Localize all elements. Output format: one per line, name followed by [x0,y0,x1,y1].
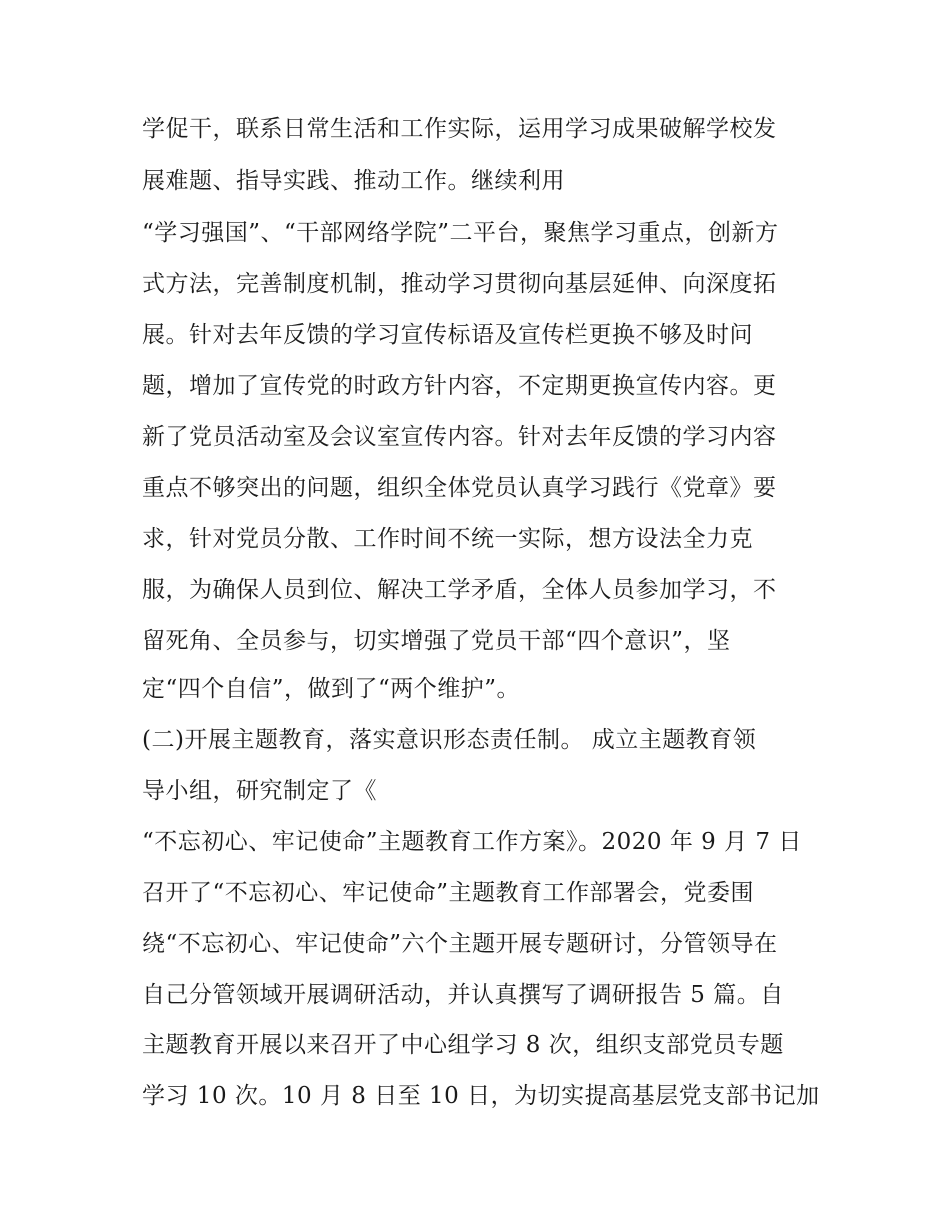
section-heading-line: (二)开展主题教育，落实意识形态责任制。 成立主题教育领 [142,727,757,753]
text-line-12: 定“四个自信”，做到了“两个维护”。 [142,676,521,702]
text-line-3: “学习强国”、“干部网络学院”二平台，聚焦学习重点，创新方 [142,220,779,246]
text-line-14: 导小组，研究制定了《 [142,778,377,804]
text-line-18: 自己分管领域开展调研活动，并认真撰写了调研报告 5 篇。自 [142,982,784,1008]
text-line-20: 学习 10 次。10 月 8 日至 10 日，为切实提高基层党支部书记加 [142,1083,820,1109]
text-line-4: 式方法，完善制度机制，推动学习贯彻向基层延伸、向深度拓 [142,271,777,297]
text-line-2: 展难题、指导实践、推动工作。继续利用 [142,168,565,194]
text-line-17: 绕“不忘初心、牢记使命”六个主题开展专题研讨，分管领导在 [142,931,778,957]
text-line-1: 学促干，联系日常生活和工作实际，运用学习成果破解学校发 [142,116,777,142]
text-line-10: 服，为确保人员到位、解决工学矛盾，全体人员参加学习，不 [142,577,777,603]
text-line-11: 留死角、全员参与，切实增强了党员干部“四个意识”，坚 [142,628,731,654]
text-line-15: “不忘初心、牢记使命”主题教育工作方案》。2020 年 9 月 7 日 [142,829,802,855]
text-line-9: 求，针对党员分散、工作时间不统一实际，想方设法全力克 [142,526,753,552]
text-line-16: 召开了“不忘初心、牢记使命”主题教育工作部署会，党委围 [142,880,755,906]
text-line-8: 重点不够突出的问题，组织全体党员认真学习践行《党章》要 [142,475,777,501]
text-line-19: 主题教育开展以来召开了中心组学习 8 次，组织支部党员专题 [142,1032,784,1058]
text-line-7: 新了党员活动室及会议室宣传内容。针对去年反馈的学习内容 [142,424,777,450]
text-line-5: 展。针对去年反馈的学习宣传标语及宣传栏更换不够及时问 [142,322,753,348]
text-line-6: 题，增加了宣传党的时政方针内容，不定期更换宣传内容。更 [142,373,777,399]
